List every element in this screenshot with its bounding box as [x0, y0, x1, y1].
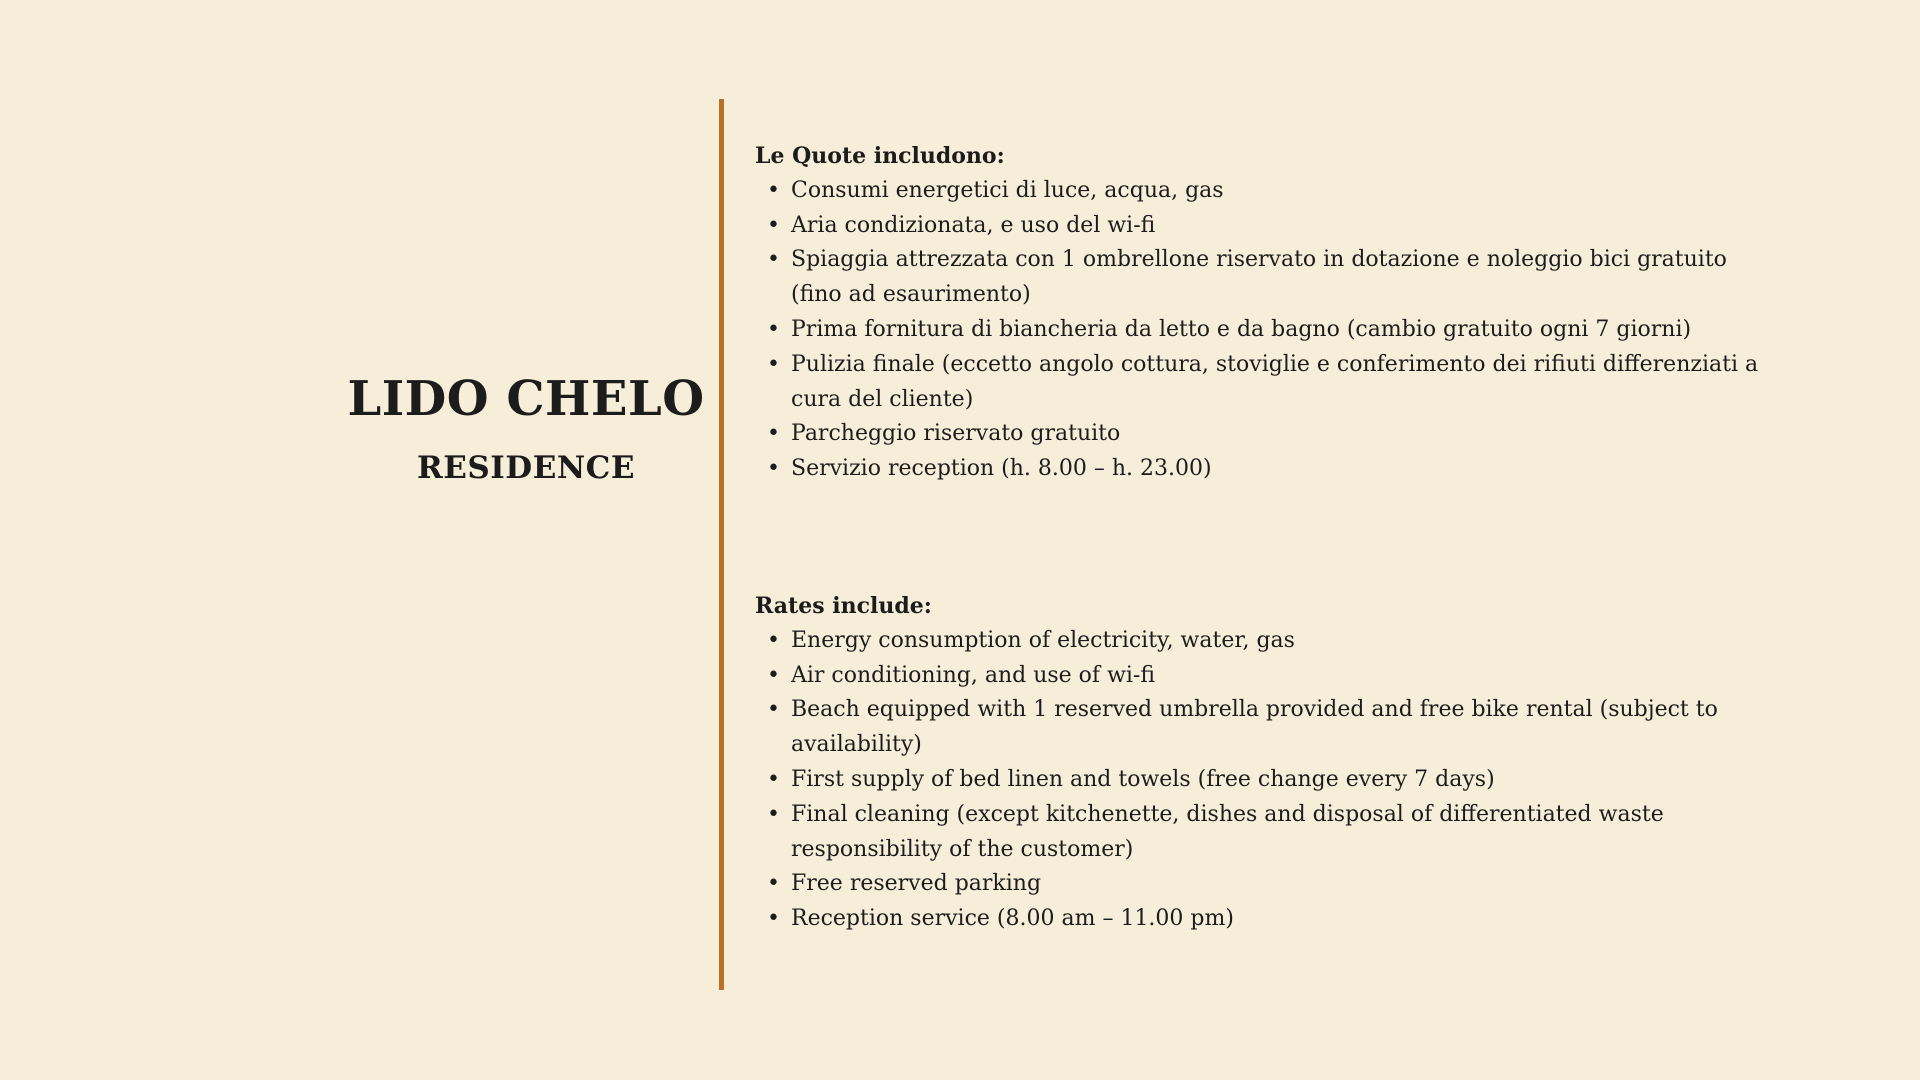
list-item	[755, 902, 1775, 937]
list-item	[755, 452, 1775, 487]
brand-name: LIDO CHELO	[347, 371, 705, 427]
english-list	[755, 624, 1775, 937]
list-item	[755, 348, 1775, 418]
brand-subtitle: RESIDENCE	[417, 450, 635, 486]
list-item	[755, 313, 1775, 348]
list-item-text: Spiaggia attrezzata con 1 ombrellone riservato in dotazione e noleggio bici gratuito (fino ad esaurimento)	[791, 247, 1727, 308]
list-item-text: Free reserved parking	[791, 871, 1042, 897]
list-item	[755, 798, 1775, 868]
list-item-text: Air conditioning, and use of wi-fi	[791, 662, 1156, 688]
bullet-icon: •	[767, 662, 780, 688]
italian-list	[755, 174, 1775, 487]
list-item	[755, 867, 1775, 902]
bullet-icon: •	[767, 697, 780, 723]
brand-block	[330, 368, 722, 488]
list-item	[755, 243, 1775, 313]
bullet-icon: •	[767, 316, 780, 342]
bullet-icon: •	[767, 766, 780, 792]
list-item	[755, 417, 1775, 452]
english-section-title: Rates include:	[755, 593, 932, 619]
list-item-text: Parcheggio riservato gratuito	[791, 421, 1121, 447]
bullet-icon: •	[767, 906, 780, 932]
list-item-text: Aria condizionata, e uso del wi-fi	[791, 212, 1156, 238]
list-item-text: Energy consumption of electricity, water, gas	[791, 627, 1295, 653]
list-item-text: First supply of bed linen and towels (free change every 7 days)	[791, 766, 1495, 792]
list-item-text: Prima fornitura di biancheria da letto e da bagno (cambio gratuito ogni 7 giorni)	[791, 316, 1692, 342]
italian-section-title: Le Quote includono:	[755, 143, 1005, 169]
english-section	[755, 589, 1775, 937]
list-item	[755, 209, 1775, 244]
list-item	[755, 174, 1775, 209]
list-item	[755, 624, 1775, 659]
list-item-text: Servizio reception (h. 8.00 – h. 23.00)	[791, 456, 1212, 482]
list-item	[755, 659, 1775, 694]
bullet-icon: •	[767, 421, 780, 447]
vertical-divider	[719, 99, 724, 990]
list-item	[755, 763, 1775, 798]
list-item-text: Reception service (8.00 am – 11.00 pm)	[791, 906, 1234, 932]
bullet-icon: •	[767, 177, 780, 203]
list-item-text: Consumi energetici di luce, acqua, gas	[791, 177, 1224, 203]
list-item-text: Pulizia finale (eccetto angolo cottura, stoviglie e conferimento dei rifiuti differenziati a cura del cliente)	[791, 351, 1759, 412]
list-item-text: Final cleaning (except kitchenette, dishes and disposal of differentiated waste responsibility of the customer)	[791, 801, 1664, 862]
list-item	[755, 693, 1775, 763]
bullet-icon: •	[767, 456, 780, 482]
bullet-icon: •	[767, 351, 780, 377]
bullet-icon: •	[767, 212, 780, 238]
italian-section	[755, 139, 1775, 487]
list-item-text: Beach equipped with 1 reserved umbrella provided and free bike rental (subject to availability)	[791, 697, 1718, 758]
bullet-icon: •	[767, 247, 780, 273]
bullet-icon: •	[767, 871, 780, 897]
bullet-icon: •	[767, 801, 780, 827]
bullet-icon: •	[767, 627, 780, 653]
